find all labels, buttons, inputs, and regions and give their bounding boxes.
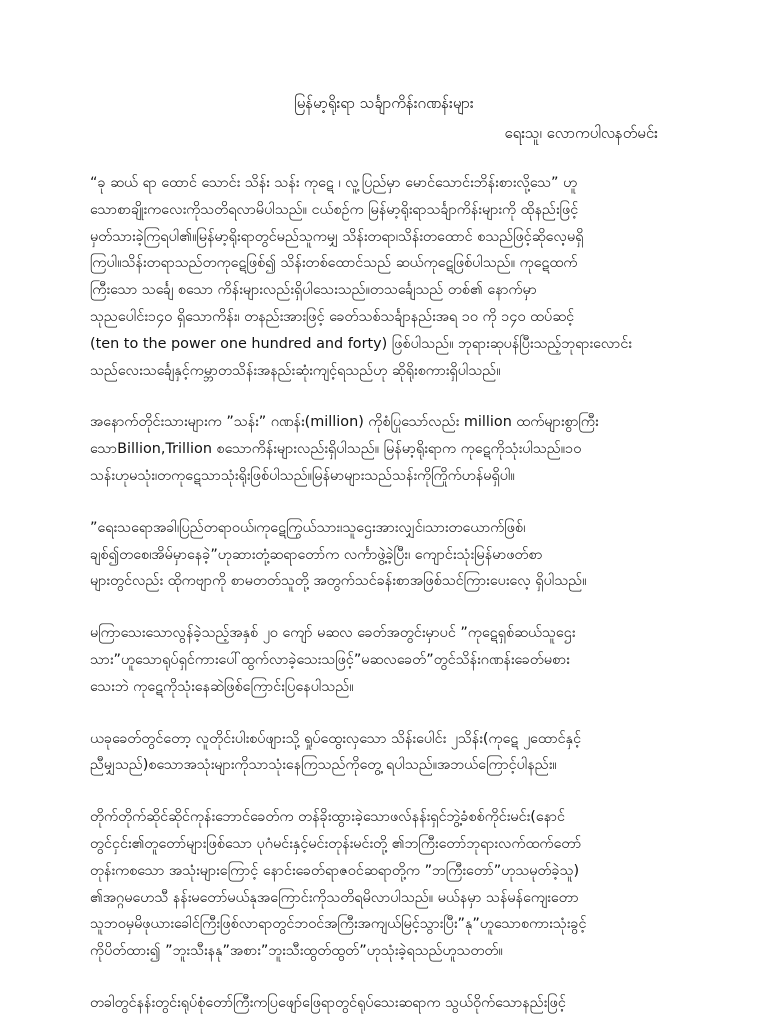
- paragraph-5: ယခုခေတ်တွင်တော့ လူတိုင်းပါးစပ်ဖျားသို့ ရှုပ်ထွေးလှသော သိန်းပေါင်း ၂သိန်း(ကုဋေ ၂ထောင်နှင့် ညီမျှသည်)စသောအသုံးများကိုသာသုံးနေကြသည်ကိုတွေ့ ရပါသည်။အဘယ်ကြောင့်ပါနည်း။: [90, 730, 582, 774]
- paragraph-3: ”ရေးသရောအခါ၊ပြည်တရာဝယ်၊ကုဋေကြွယ်သား၊သူဌေးအားလျှင်၊သားတယောက်ဖြစ်၊ ချစ်၍တစေ၊အိမ်မှာနေခဲ့”ဟုဆားတုံ့ဆရာတော်က လင်္ကာဖွဲ့ခဲ့ပြီး၊ ကျောင်းသုံးမြန်မာဖတ်စာ များတွင်လည်း ထိုကဗျာကို စာမတတ်သူတို့ အတွက်သင်ခန်းစာအဖြစ်သင်ကြားပေးလေ့ ရှိပါသည်။: [90, 519, 587, 590]
- document-author: ရေးသူ၊ လောကပါလနတ်မင်း: [504, 124, 658, 142]
- document-title: မြန်မာ့ရိုးရာ သင်္ချာကိန်းဂဏန်းများ: [294, 94, 474, 112]
- paragraph-2: အနောက်တိုင်းသားများက ”သန်း” ဂဏန်း(million) ကိုစံပြုသော်လည်း million ထက်များစွာကြီး သောBillion,Trillion စသောကိန်းများလည်းရှိပါသည်။ မြန်မာ့ရိုးရာက ကုဋေကိုသုံးပါသည်။၁၀ သန်းဟုမသုံး၊တကုဋေသာသုံးရိုးဖြစ်ပါသည်။မြန်မာများသည်သန်းကိုကြိုက်ဟန်မရှိပါ။: [90, 414, 599, 484]
- paragraph-6: တိုက်တိုက်ဆိုင်ဆိုင်ကုန်းဘောင်ခေတ်က တန်ခိုးထွားခဲ့သောဖလ်နန်းရှင်ဘွဲ့ခံစစ်ကိုင်းမင်း(နောင် တွင်ငှင်း၏တူတော်များဖြစ်သော ပုဂံမင်းနှင့်မင်းတုန်းမင်းတို့ ၏ဘကြီးတော်ဘုရားလက်ထက်တော် တုန်းကစသော အသုံးများကြောင့် နောင်းခေတ်ရာဇဝင်ဆရာတို့က ”ဘကြီးတော်”ဟုသမုတ်ခဲ့သူ) ၏အဂ္ဂမဟေသီ နန်းမတော်မယ်နုအကြောင်းကိုသတိရမိလာပါသည်။ မယ်နမှာ သန်မန်ကျေးတော သူဘဝမှမိဖုယားခေါင်ကြီးဖြစ်လာရာတွင်ဘဝင်အကြီးအကျယ်မြင့်သွားပြီး”နု”ဟူသောစကားသုံးခွင့် ကိုပိတ်ထား၍ ”ဘူးသီးနနု”အစား”ဘူးသီးထွတ်ထွတ်”ဟုသုံးခဲ့ရသည်ဟူသတတ်။: [90, 809, 587, 960]
- paragraph-7: တခါတွင်နန်းတွင်းရုပ်စုံတော်ကြီးကပြဖျော်ဖြေရာတွင်ရုပ်သေးဆရာက သွယ်ဝိုက်သောနည်းဖြင့်: [90, 994, 566, 1011]
- document-body: [90, 170, 678, 1017]
- paragraph-4: မကြာသေးသောလွန်ခဲ့သည့်အနှစ် ၂၀ ကျော် မဆလ ခေတ်အတွင်းမှာပင် ”ကုဋေရှစ်ဆယ်သူဌေး သား”ဟူသောရုပ်ရှင်ကားပေါ်ထွက်လာခဲ့သေးသဖြင့်”မဆလခေတ်”တွင်သိန်းဂဏန်းခေတ်မစား သေးဘဲ ကုဋေကိုသုံးနေဆဲဖြစ်ကြောင်းပြနေပါသည်။: [90, 625, 576, 695]
- paragraph-1: “ခု ဆယ် ရာ ထောင် သောင်း သိန်း သန်း ကုဋေ ၊ လူ့ပြည်မှာ မောင်သောင်းဘိန်းစားလို့သေ” ဟူ သောစာချိုးကလေးကိုသတိရလာမိပါသည်။ ငယ်စဉ်က မြန်မာ့ရိုးရာသင်္ချာကိန်းများကို ထိုနည်းဖြင့် မှတ်သားခဲ့ကြရပါ၏။မြန်မာ့ရိုးရာတွင်မည်သူကမျှ သိန်းတရာ၊သိန်းတထောင် စသည်ဖြင့်ဆိုလေ့မရှိ ကြပါ။သိန်းတရာသည်တကုဋေဖြစ်၍ သိန်းတစ်ထောင်သည် ဆယ်ကုဋေဖြစ်ပါသည်။ ကုဋေထက် ကြီးသော သင်္ချေ စသော ကိန်းများလည်းရှိပါသေးသည်။တသင်္ချေသည် တစ်၏ နောက်မှာ သုညပေါင်း၁၄၀ ရှိသောကိန်း၊ တနည်းအားဖြင့် ခေတ်သစ်သင်္ချာနည်းအရ ၁၀ ကို ၁၄၀ ထပ်ဆင့် (ten to the power one hundred and forty) ဖြစ်ပါသည်။ ဘုရားဆုပန်ပြီးသည့်ဘုရားလောင်း သည်လေးသင်္ချေနှင့်ကမ္ဘာတသိန်းအနည်းဆုံးကျင့်ရသည်ဟု ဆိုရိုးစကားရှိပါသည်။: [90, 175, 632, 379]
